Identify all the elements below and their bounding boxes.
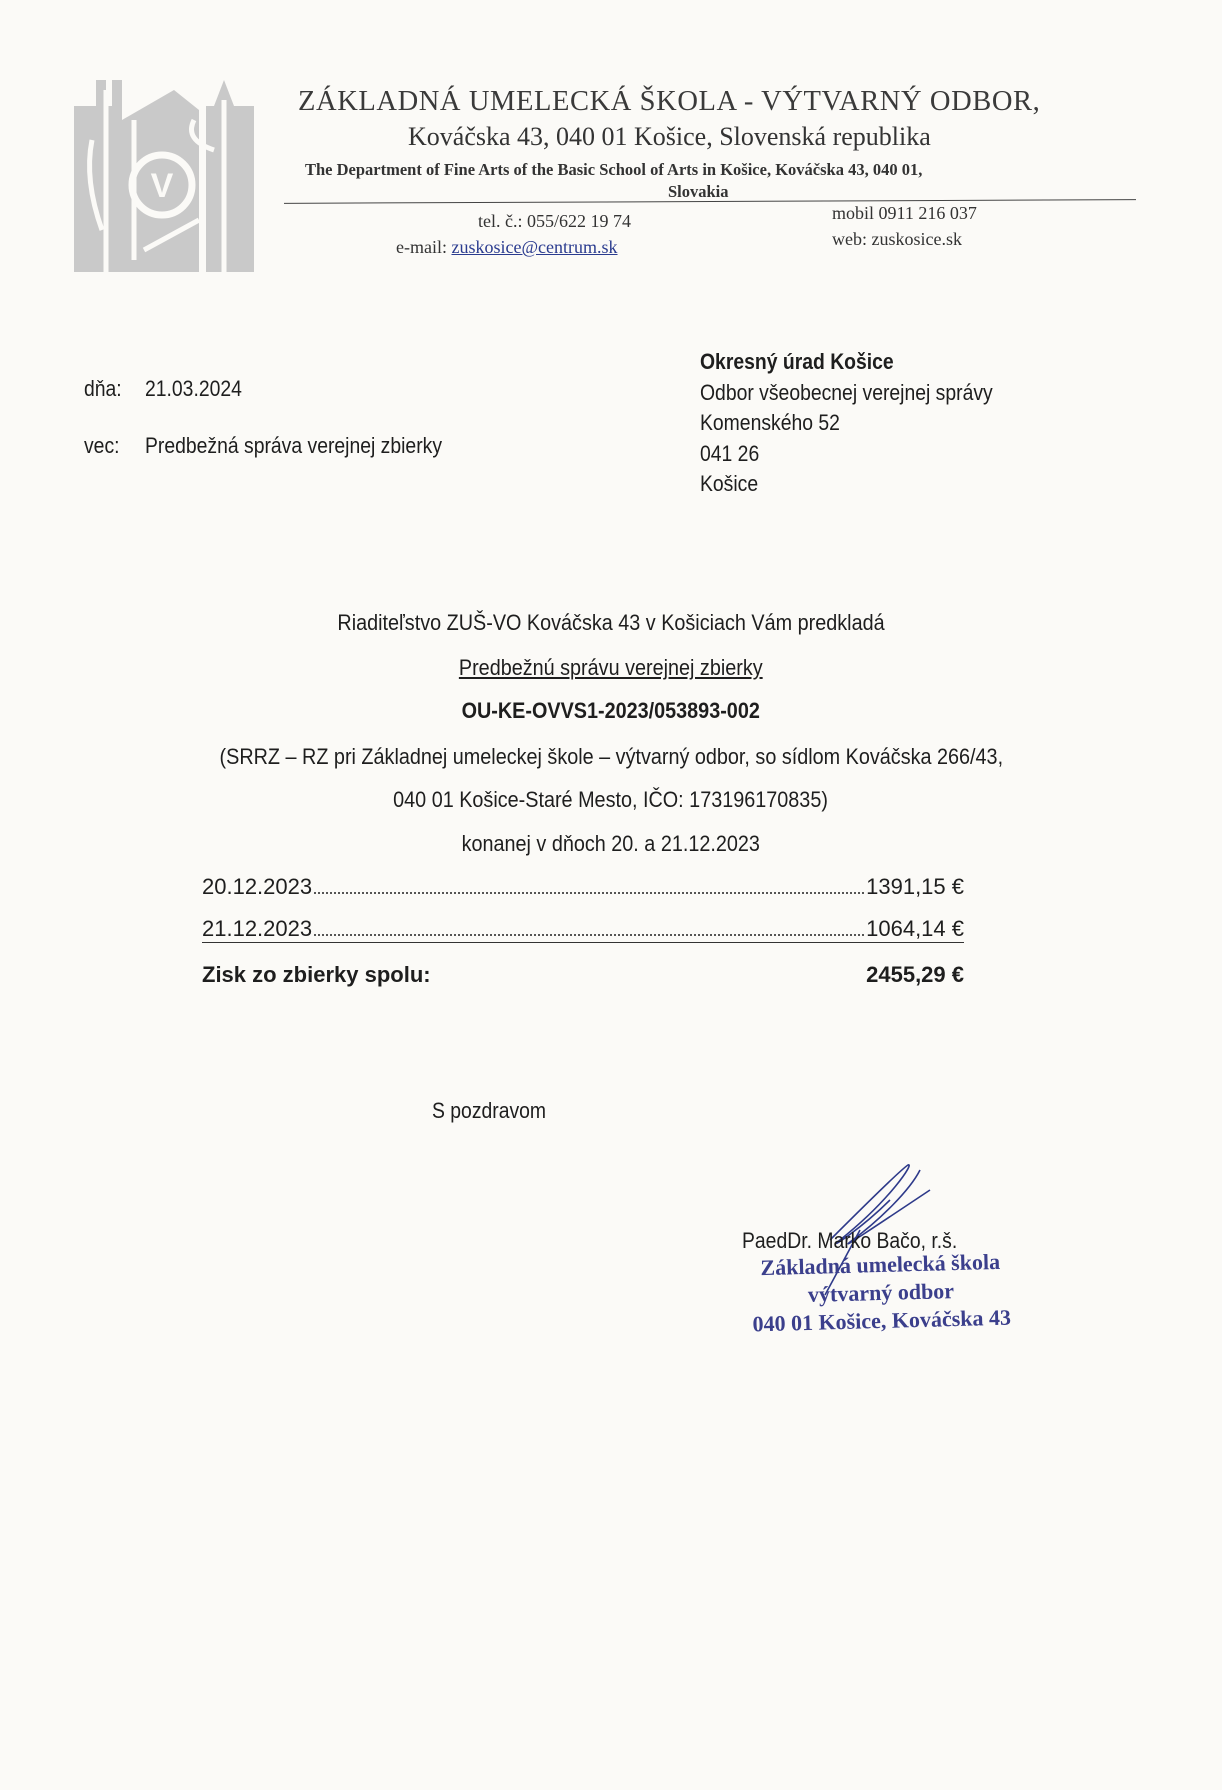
subject-label: vec: [84,433,120,458]
reference-number: OU-KE-OVVS1-2023/053893-002 [461,698,761,723]
recipient-address-block [700,347,993,500]
school-name-heading: ZÁKLADNÁ UMELECKÁ ŠKOLA - VÝTVARNÝ ODBOR, [298,86,1041,117]
subject-value: Predbežná správa verejnej zbierky [145,433,443,458]
school-stamp [735,1247,1027,1339]
school-name-english: The Department of Fine Arts of the Basic School of Arts in Košice, Kováčska 43, 040 01, [305,160,923,179]
recipient-postcode: 041 26 [700,440,760,466]
email-link[interactable]: zuskosice@centrum.sk [451,237,618,257]
amount-date: 20.12.2023 [202,874,313,899]
amount-row [202,870,964,900]
recipient-department: Odbor všeobecnej verejnej správy [700,379,993,405]
total-row [202,962,964,988]
stamp-line-1: Základná umelecká škola [760,1248,1001,1281]
amount-value: 1391,15 € [866,874,964,899]
amount-row [202,912,964,943]
school-website: web: zuskosice.sk [832,229,962,249]
school-address: Kováčska 43, 040 01 Košice, Slovenská republika [408,122,931,151]
stamp-line-3: 040 01 Košice, Kováčska 43 [752,1304,1012,1337]
dot-leader [314,934,864,936]
date-label: dňa: [84,376,122,401]
organizer-line-2: 040 01 Košice-Staré Mesto, IČO: 173196170835) [393,787,829,812]
school-phone: tel. č.: 055/622 19 74 [478,211,631,231]
school-email [396,237,618,258]
recipient-name: Okresný úrad Košice [700,349,894,374]
recipient-city: Košice [700,471,759,496]
dot-leader [314,892,864,894]
stamp-line-2: výtvarný odbor [807,1278,955,1307]
email-label: e-mail: [396,237,447,257]
school-mobile: mobil 0911 216 037 [832,203,977,223]
collection-dates: konanej v dňoch 20. a 21.12.2023 [461,831,761,856]
total-label: Zisk zo zbierky spolu: [202,962,431,987]
recipient-street: Komenského 52 [700,410,840,435]
intro-text: Riaditeľstvo ZUŠ-VO Kováčska 43 v Košiciach Vám predkladá [337,610,885,635]
greeting: S pozdravom [432,1098,547,1123]
report-title: Predbežnú správu verejnej zbierky [459,655,763,680]
total-value: 2455,29 € [866,962,964,987]
svg-text:V: V [150,167,174,205]
amount-date: 21.12.2023 [202,916,313,941]
organizer-line-1: (SRRZ – RZ pri Základnej umeleckej škole – výtvarný odbor, so sídlom Kováčska 266/43, [219,744,1003,769]
amount-value: 1064,14 € [866,916,964,941]
signer-name: PaedDr. Marko Bačo, r.š. [742,1228,958,1253]
school-logo-v-icon [74,80,254,272]
date-value: 21.03.2024 [145,376,242,401]
school-country-english: Slovakia [668,182,729,201]
